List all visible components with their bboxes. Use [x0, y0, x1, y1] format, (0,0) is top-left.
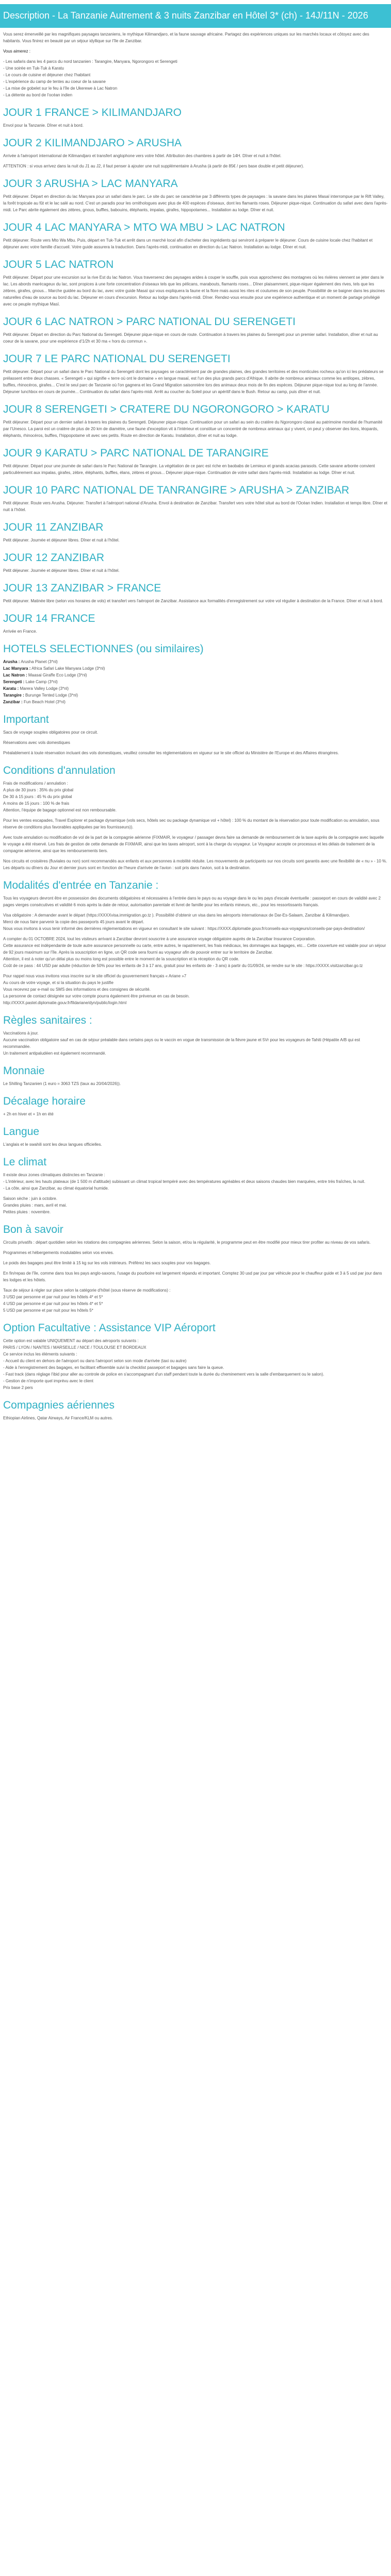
hotel-location: Lac Manyara : — [3, 666, 31, 671]
sanitary-title: Règles sanitaires : — [3, 1014, 92, 1026]
day-title: JOUR 6 LAC NATRON > PARC NATIONAL DU SERENGETI — [3, 316, 296, 328]
formalities-title: Modalités d'entrée en Tanzanie : — [3, 879, 159, 891]
day-title: JOUR 2 KILIMANDJARO > ARUSHA — [3, 137, 182, 149]
language-text: L'anglais et le swahili sont les deux langues officielles. — [3, 1142, 102, 1147]
airlines-text: Ethiopian Airlines, Qatar Airways, Air France/KLM ou autres. — [3, 1416, 113, 1420]
day-title: JOUR 7 LE PARC NATIONAL DU SERENGETI — [3, 353, 231, 365]
list-item: - La mise de gobelet sur le feu à l'île de Ukerewe à Lac Natron — [3, 86, 118, 91]
day-title: JOUR 5 LAC NATRON — [3, 259, 114, 270]
list-item: - Les safaris dans les 4 parcs du nord tanzanien : Tarangire, Manyara, Ngorongoro et Serengeti — [3, 59, 177, 64]
climate-text: Saison sèche : juin à octobre. Grandes pluies : mars, avril et mai. Petites pluies : novembre. — [3, 1196, 67, 1214]
timezone-text: + 2h en hiver et + 1h en été — [3, 1112, 54, 1116]
hotels-list — [3, 658, 388, 705]
hotel-name: Fun Beach Hotel (3*nl) — [22, 700, 66, 704]
list-item: - La détente au bord de l'océan indien — [3, 93, 73, 97]
day-title: JOUR 3 ARUSHA > LAC MANYARA — [3, 178, 178, 190]
hotel-name: Burunge Tented Lodge (3*nl) — [24, 693, 78, 698]
important-text: Réservations avec vols domestiques — [3, 740, 70, 745]
good-text: Le poids des bagages peut être limité à 15 kg sur les vols intérieurs. Préférez les sacs souples pour vos bagages. — [3, 1261, 211, 1265]
good-text: Programmes et hébergements modulables selon vos envies. — [3, 1250, 114, 1255]
formalities-text: Visa obligatoire : A demander avant le départ (https://XXXXvisa.immigration.go.tz ). Possibilité d'obtenir un visa dans les aéroports internationaux de Dar-Es-Salaam, Zanzibar & Kilimandjaro. Merci de nous faire parvenir la copie des passeports 45 jours avant le départ. Nous vous invitons à vous tenir informé des dernières réglementations en vigueur en consultant le site suivant : https://XXXX.diplomatie.gouv.fr/conseils-aux-voyageurs/conseils-par-pays-destination/ — [3, 913, 365, 931]
hotel-item — [3, 679, 388, 685]
climate-title: Le climat — [3, 1156, 47, 1168]
good-title: Bon à savoir — [3, 1224, 63, 1235]
hotel-item — [3, 692, 388, 699]
hotel-item — [3, 658, 388, 665]
day-title: JOUR 12 ZANZIBAR — [3, 552, 105, 564]
day-title: JOUR 14 FRANCE — [3, 613, 95, 624]
list-item: - L'expérience du camp de tentes au coeur de la savane — [3, 79, 106, 84]
day-title: JOUR 4 LAC MANYARA > MTO WA MBU > LAC NATRON — [3, 222, 285, 233]
language-title: Langue — [3, 1126, 40, 1138]
info-sections — [3, 713, 388, 1421]
hotel-item — [3, 685, 388, 692]
day-text: Petit déjeuner. Départ en direction du lac Manyara pour un safari dans le parc. Le site du parc se caractérise par 3 différents types de paysages : la savane dans les plaines Masaï interrompue par le Rift Valley, la forêt tropicale au fût et le lac salé au nord. C'est un paradis pour les ornithologues avec plus de 400 espèces d'oiseaux, dont les flamants roses. Déjeuner pique-nique. Continuation du safari avec dans l'après-midi. Le Parc abrite également des zèbres, gnous, buffles, babouins, éléphants, impalas, girafes, hippopotames... Installation au lodge. Dîner et nuit. — [3, 194, 388, 212]
day-note: ATTENTION : si vous arrivez dans la nuit du J1 au J2, il faut penser à ajouter une nuit supplémentaire à Arusha (à partir de 85€ / pers base double et petit déjeuner). — [3, 164, 304, 168]
page-title: Description - La Tanzanie Autrement & 3 nuits Zanzibar en Hôtel 3* (ch) - 14J/11N - 2026 — [3, 10, 368, 21]
formalities-text: Tous les voyageurs devront être en possession des documents obligatoires et nécessaires à l'entrée dans le pays ou au voyage dans le ou les pays d'escale éventuelle : passeport en cours de validité avec 2 pages vierges consécutives et validité 6 mois après la date de retour, autorisation parentale et livret de famille pour les enfants mineurs, etc., pour les ressortissants français. — [3, 896, 381, 907]
day-title: JOUR 1 FRANCE > KILIMANDJARO — [3, 107, 182, 118]
formalities-text: A compter du 01 OCTOBRE 2024, tout les visiteurs arrivant à Zanzibar devront souscrire à une assurance voyage obligatoire auprès de la Zanzibar Insurance Corporation. Cette assurance est indépendante de toute autre assurance personnelle ou carte, entre autres, le rapatriement, les frais médicaux, les dommages aux bagages, etc... Cette couverture est valable pour un séjour de 92 jours maximum sur l'île. Après la souscription en ligne, un QR code sera fourni au voyageur afin de pouvoir entrer sur le territoire de Zanzibar. Attention, il est à noter qu'un délai plus ou moins long est possible entre le moment de la souscription et la réception du QR code. Coût de ce pass : 44 USD par adulte (réduction de 50% pour les enfants de 3 à 17 ans, gratuit pour les enfants de - 3 ans) à partir du 01/09/24, se rendre sur le site : https://XXXX.visitzanzibar.go.tz — [3, 937, 386, 968]
good-text: Taux de séjour à régler sur place selon la catégorie d'hôtel (sous réserve de modifications) : 3 USD par personne et par nuit pour les hôtels 4* et 5* 4 USD par personne et par nuit pour les hôtels 4* et 5* 5 USD par personne et par nuit pour les hôtels 5* — [3, 1288, 171, 1313]
good-text: En fin/repas de l'île, comme dans tous les pays anglo-saxons, l'usage du pourboire est largement répandu et important. Comptez 30 usd par jour par véhicule pour le chauffeur guide et 3 à 5 usd par jour dans les lodges et les hôtels. — [3, 1271, 382, 1282]
hotel-name: Lake Camp (3*nl) — [24, 680, 58, 684]
itinerary — [3, 106, 388, 635]
day-text: Petit déjeuner. Départ pour une journée de safari dans le Parc National de Tarangire. La végétation de ce parc est riche en baobabs de Lemieux et grands acacias parasols. Cette savane arborée convient particulièrement aux impalas, girafes, zèbre, éléphants, buffles, élans, zèbres et gnous... Déjeuner pique-nique. Continuation de votre safari dans l'après-midi. Installation au lodge. Dîner et nuit. — [3, 464, 375, 475]
hotel-location: Tarangire : — [3, 693, 24, 698]
hotel-item — [3, 665, 388, 672]
conditions-title: Conditions d'annulation — [3, 765, 116, 776]
conditions-text: Pour les ventes escapades, Travel Explorer et package dynamique (vols secs, hôtels sec ou package dynamique vol + hôtel) : 100 % du montant de la réservation pour toute modification ou annulation, sous réserve de conditions plus favorables appliquées par les fournisseurs)). — [3, 818, 380, 829]
day-text: Petit déjeuner. Départ pour un safari dans le Parc National du Serengeti dont les paysages se caractérisent par de grandes plaines, des grandes territoires et des monticules rocheux qu'on ici les prédateurs se prélassent entre deux chasses. « Serengeti » qui signifie « terre où ont le domaine » en langue masaï, est l'un des plus grands parcs d'Afrique. Il abrite de nombreux animaux comme les antilopes, zèbres, buffles, rhinocéros, girafes... C'est le seul parc de Tanzanie où l'on gagnera et les Grand Migration saisonnière lors des animaux deux mois de fin des espèces. Déjeuner pique-nique tout au long de l'année. Déjeuner lunchbox en cours de journée... Continuation du safari dans l'après-midi. Arrêt au coucher du Soleil pour un apéritif dans le Bush. Retour au camp, puis dîner et nuit. — [3, 369, 384, 394]
conditions-text: Avec toute annulation ou modification de vol de la part de la compagnie aérienne (FIXMAIR, le voyageur / passager devra faire sa demande de remboursement de la taxe auprès de la compagnie avec laquelle le voyage a été réservé. Les frais de gestion de cette demande de FIXMAIR, ainsi que les taxes aéroport, sont à la charge du voyageur. Le Voyageur accepte ce processus et les délais de traitement de la compagnie aérienne, ainsi que les remboursements tiers. — [3, 835, 384, 853]
day-text: Envol pour la Tanzanie. Dîner et nuit à bord. — [3, 123, 84, 128]
day-text: Petit déjeuner. Route vers Arusha. Déjeuner. Transfert à l'aéroport national d'Arusha. Envol à destination de Zanzibar. Transfert vers votre hôtel situé au bord de l'Océan Indien. Installation et temps libre. Dîner et nuit à l'hôtel. — [3, 501, 388, 512]
day-text: Petit déjeuner. Journée et déjeuner libres. Dîner et nuit à l'hôtel. — [3, 538, 120, 543]
hotel-location: Arusha : — [3, 659, 20, 664]
hotel-name: Maasai Giraffe Eco Lodge (3*nl) — [27, 673, 87, 677]
description-content — [0, 28, 391, 1421]
day-title: JOUR 8 SERENGETI > CRATERE DU NGORONGORO > KARATU — [3, 403, 330, 415]
title-banner — [0, 4, 391, 28]
important-text: Préalablement à toute réservation incluant des vols domestiques, veuillez consulter les réglementations en vigueur sur le site officiel du Ministère de l'Europe et des Affaires étrangères. — [3, 751, 339, 755]
money-title: Monnaie — [3, 1065, 45, 1077]
hotel-name: Africa Safari Lake Manyara Lodge (3*nl) — [30, 666, 105, 671]
important-text: Sacs de voyage souples obligatoires pour ce circuit. — [3, 730, 99, 735]
list-item: - Une soirée en Tuk-Tuk à Karatu — [3, 66, 64, 71]
day-text: Petit déjeuner. Départ en direction du Parc National du Serengeti. Déjeuner pique-nique en cours de route. Continuation à travers les plaines du Serengeti pour un premier safari. Installation, dîner et nuit au coeur de la savane, pour une expérience d'1/2h et 30 ma « hors du commun ». — [3, 332, 378, 344]
hotel-item — [3, 699, 388, 705]
day-text: Petit déjeuner. Route vers Mto Wa Mbu. Puis, départ en Tuk-Tuk et arrêt dans un marché local afin d'acheter des ingrédients qui serviront à préparer le déjeuner. Cours de cuisine locale chez l'habitant et déjeuner avec votre famille d'accueil. Votre guide assurera la traduction. Dans l'après-midi, continuation en direction du Lac Natron. Installation au lodge. Dîner et nuit. — [3, 238, 373, 249]
timezone-title: Décalage horaire — [3, 1095, 86, 1107]
climate-text: Il existe deux zones climatiques distinctes en Tanzanie : - L'intérieur, avec les hauts plateaux (de 1 500 m d'altitude) subissant un climat tropical tempéré avec des températures agréables et deux saisons chaudes bien marquées, entre très fraîches, la nuit. - La côte, ainsi que Zanzibar, au climat équatorial humide. — [3, 1173, 366, 1191]
day-title: JOUR 13 ZANZIBAR > FRANCE — [3, 582, 161, 594]
day-text: Petit déjeuner. Départ pour un dernier safari à travers les plaines du Serengeti. Déjeuner pique-nique. Continuation pour un safari au sein du cratère du Ngorongoro classé au patrimoine mondial de l'humanité par l'Unesco. La paroi est un cratère de plus de 20 km de diamètre, une faune d'exception vit à l'intérieur et constitue un concentré de nombreux animaux qui y vivent, on peut y observer des lions, léopards, éléphants, rhinocéros, buffles, l'hippopotame vit avec ses petits. Route en direction de Karatu. Installation, dîner et nuit au lodge. — [3, 420, 383, 438]
hotel-location: Serengeti : — [3, 680, 25, 684]
vip-text: Cette option est valable UNIQUEMENT au départ des aéroports suivants : PARIS / LYON / NANTES / MARSEILLE / NICE / TOULOUSE ET BORDEAUX Ce service inclus les éléments suivants : - Accueil du client en dehors de l'aéroport ou dans l'aéroport selon son mode d'arrivée (taxi ou autre) - Aide à l'enregistrement des bagages, en facilitant effisemble suivi la checklist passeport et bagages sans faire la queue. - Fast track (dans réglage l'ibid pour aller au controle de police en s'accompagnant d'un staff pendant toute la durée du cheminement vers la salle d'embarquement ou le salon). - Gestion de n'importe quel imprévu avec le client Prix base 2 pers — [3, 1338, 324, 1390]
hotel-location: Karatu : — [3, 686, 19, 691]
conditions-text: Nos circuits et croisières (fluviales ou non) sont recommandés aux enfants et aux personnes à mobilité réduite. Les mouvements de participants sur nos circuits sont garantis avec une flexibilité de « nu » - 10 %. Les départs ou dîners du Jour et dernier jours sont en fonction de l'heure d'arrivée de l'avion : soit pris dans l'avion, soit à la destination. — [3, 859, 387, 870]
hotel-location: Zanzibar : — [3, 700, 23, 704]
list-item: - Le cours de cuisine et déjeuner chez l'habitant — [3, 73, 91, 77]
hotel-item — [3, 672, 388, 679]
vip-title: Option Facultative : Assistance VIP Aéroport — [3, 1322, 216, 1334]
hotels-title: HOTELS SELECTIONNES (ou similaires) — [3, 643, 204, 655]
hotel-location: Lac Natron : — [3, 673, 27, 677]
good-text: Circuits privatifs : départ quotidien selon les rotations des compagnies aériennes. Selon la saison, et/ou la régularité, le programme peut en être modifié pour mieux tirer profiter au niveau de vos safaris. — [3, 1240, 371, 1245]
hotel-name: Marera Valley Lodge (3*nl) — [19, 686, 69, 691]
loves-title: Vous aimerez : — [3, 49, 30, 54]
day-text: Petit déjeuner. Journée et déjeuner libres. Dîner et nuit à l'hôtel. — [3, 568, 120, 573]
airlines-title: Compagnies aériennes — [3, 1399, 115, 1411]
important-title: Important — [3, 714, 49, 725]
day-title: JOUR 10 PARC NATIONAL DE TANRANGIRE > ARUSHA > ZANZIBAR — [3, 484, 349, 496]
formalities-text: Pour rappel nous vous invitons vous inscrire sur le site officiel du gouvernement français « Ariane »7 Au cours de votre voyage, et si la situation du pays le justifie Vous recevrez par e-mail ou SMS des informations et des consignes de sécurité. La personne de contact désignée sur votre compte pourra également être prévenue en cas de besoin. http://XXXX.pastel.diplomatie.gouv.fr/fildariane/dyn/public/login.html — [3, 974, 190, 1005]
day-text: Arrivée en France. — [3, 629, 37, 634]
day-title: JOUR 11 ZANZIBAR — [3, 521, 104, 533]
money-text: Le Shilling Tanzanien (1 euro = 3063 TZS (taux au 20/04/2026)). — [3, 1081, 121, 1086]
conditions-text: Frais de modifications / annulation : A plus de 30 jours : 35% du prix global De 30 à 15 jours : 45 % du prix global A moins de 15 jours : 100 % de frais Attention, l'équipe de bagage optionnel est non remboursable. — [3, 781, 117, 812]
day-text: Petit déjeuner. Départ pour une excursion sur la rive Est du lac Natron. Vous traverserez des paysages arides à couper le souffle, puis vous approcherez des montagnes où les rivières viennent se jeter dans le lac. Les abords marécageux du lac, sont propices à une forte concentration d'oiseaux tels que les pélicans, marabouts, flamants roses... Dîner plaisamment, pique-niquer également des rives, tels que les zèbres, girafes, gnous... Marche guidée au bord du lac, avec votre guide Masaï qui vous expliquera la faune et la flore mais aussi les rites et coutumes de son peuple. Possibilité de se baigner dans les piscines naturelles d'eau de source au bord du lac. Déjeuner en cours d'excursion. Retour au lodge dans l'après-midi. Dîner. Rendez-vous ensuite pour une expérience authentique et un moment de partage privilégié avec ce peuple mythique Masï. — [3, 275, 385, 307]
intro-text: Vous serez émerveillé par les magnifiques paysages tanzaniens, le mythique Kilimandjaro, et la faune sauvage africaine. Partagez des expériences uniques sur les marchés locaux et côtoyez avec des habitants. Vous finirez en beauté par un séjour idyllique sur l'île de Zanzibar. — [3, 32, 369, 43]
day-text: Arrivée à l'aéroport international de Kilimandjaro et transfert anglophone vers votre hôtel. Attribution des chambres à partir de 14H. Dîner et nuit à l'hôtel. — [3, 154, 282, 158]
day-title: JOUR 9 KARATU > PARC NATIONAL DE TARANGIRE — [3, 447, 269, 459]
loves-list — [3, 58, 388, 98]
hotel-name: Arusha Planet (3*nl) — [20, 659, 58, 664]
sanitary-text: Vaccinations à jour. Aucune vaccination obligatoire sauf en cas de séjour préalable dans certains pays ou le vaccin en vogue de transmission de la fièvre jaune et 5Vr pour les voyageurs de Tahiti (Hépatite A/B qui est recommandée. Un traitement antipaludéen est également recommandé. — [3, 1031, 360, 1056]
day-text: Petit déjeuner. Matinée libre (selon vos horaires de vols) et transfert vers l'aéroport de Zanzibar. Assistance aux formalités d'enregistrement sur votre vol régulier à destination de la France. Dîner et nuit à bord. — [3, 599, 383, 603]
